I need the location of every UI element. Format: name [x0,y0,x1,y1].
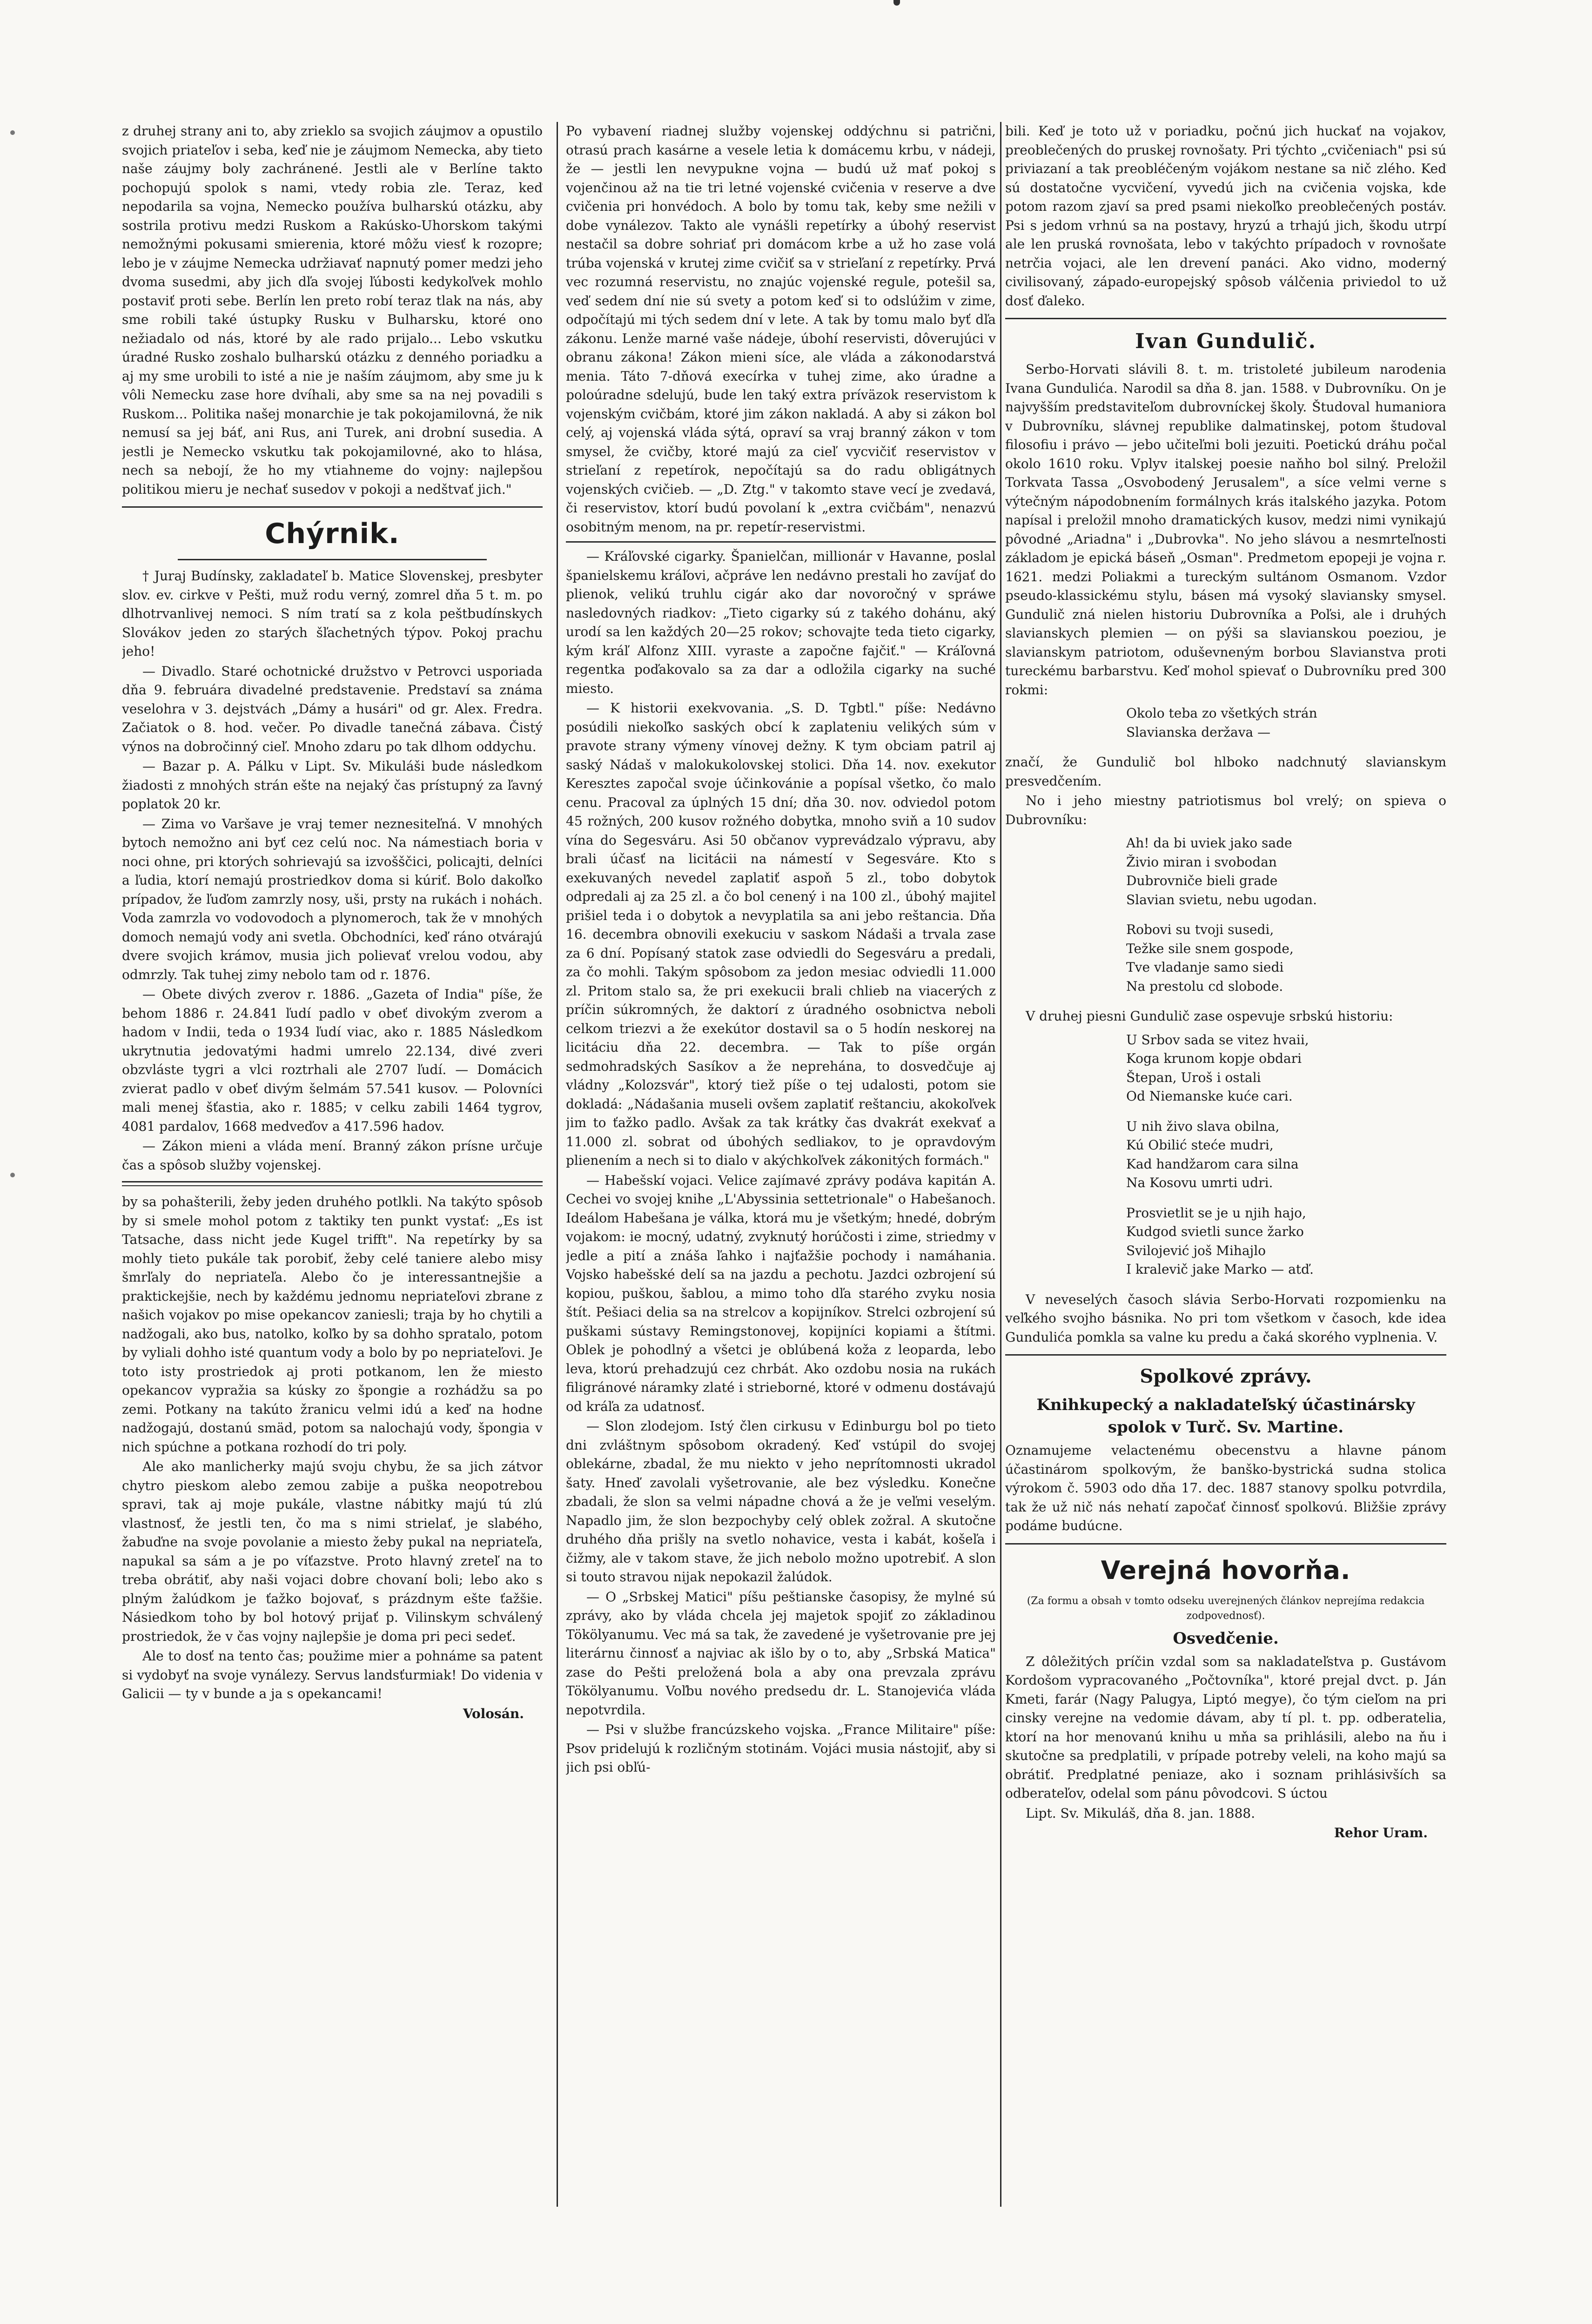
poem-line: Štepan, Uroš i ostali [1126,1069,1261,1085]
article-paragraph: No i jeho miestny patriotismus bol vrelý; on spieva o Dubrovníku: [1005,793,1446,827]
osvedcenie-title: Osvedčenie. [1173,1629,1279,1648]
edge-mark [10,1173,15,1177]
poem-line: Živio miran i svobodan [1126,854,1277,870]
poem-line: U Srbov sada se vitez hvaii, [1126,1032,1309,1048]
section-title-chyrnik: Chýrnik. [265,517,400,550]
poem-stanza [1126,920,1446,996]
news-item: — Obete divých zverov r. 1886. „Gazeta of India" píše, že behom 1886 r. 24.841 ľudí padlo v obeť divokým zverom a hadom v Indii, teda o 1934 ľudí viac, ako r. 1885 Následkom ukrytnutia jedovatými hadmi umrelo 22.134, divé zveri obzvláste tygri a vlci roztrhali ale 2707 ľudí. — Domácich zvierat padlo v obeť divým šelmám 57.541 kusov. — Polovníci mali menej šťastia, ako r. 1885; v celku zabili 1464 tygrov, 4081 pardalov, 1668 medveďov a 417.596 hadov. [122,987,543,1134]
news-item: — K historii exekvovania. „S. D. Tgbtl." píše: Nedávno posúdili niekoľko saských obcí k zaplateniu velikých súm v pravote strany výmeny vínovej dežny. K tym obciam patril aj saský Nádaš v malokukolovskej stolici. Dňa 14. nov. exekutor Keresztes započal svoje účinkovánie a popísal všetko, čo malo cenu. Pracoval za úplných 15 dní; dňa 30. nov. odviedol potom 45 rožných, 200 kusov rožného dobytka, mnoho sviň a 10 sudov vína do Segesváru. Asi 50 občanov vyprevádzalo výpravu, aby brali účasť na licitácii na námestí v Segesváre. Kto s exekuvaných nevedel zaplatiť aspoň 5 zl., tobo dobytok odpredali aj za 25 zl. a čo bol cenený i na 100 zl., úbohý majiteľ prišiel teda i o dobytok a nevyplatila sa ani jebo reštancia. Dňa 16. decembra obnovili exekuciu v saskom Nádaši a trvala zase za 6 dní. Popísaný statok zase odviedli do Segesváru a predali, za čo mohli. Takým spôsobom za jedon mesiac odviedli 11.000 zl. Pritom stalo sa, že pri exekucii brali chlieb na viacerých z príčin súkromných, že daktorí z úradného osobnictva neboli celkom triezvi a že exekútor dostavil sa o 5 hodín neskorej na licitáciu dňa 22. decembra. — Tak to píše orgán sedmohradských Sasíkov a že neprehána, to dosvedčuje aj vládny „Kolozsvár", ktorý tiež píše o tej udalosti, potom sie dokladá: „Nádašania museli ovšem zaplatiť reštanciu, akokoľvek jim to ťažko padlo. Avšak za tak krátky čas dvakrát exekvať a 11.000 zl. sobrat od úbohých sedliakov, to je opravdovým plienením a nech si to dialo v akýchkoľvek zákonitých formách." [566,700,996,1168]
feuilleton-paragraph: Ale ako manlicherky majú svoju chybu, že sa jich zátvor chytro pieskom alebo zemou zabije a puška neopotrebou spravi, tak aj moje pukále, vlastne nábitky majú tú zlú vlastnosť, že jestli ten, čo ma s nimi strielať, je slabého, žabuďne na svoje povolanie a miesto žeby pukal na nepriateľa, napukal sa sám a je po víťazstve. Proto hlavný zreteľ na to treba obrátiť, aby naši vojaci dobre chovaní boli; lebo ako s plným žalúdkom je ťažko bojovať, s prázdnym ešte ťažšie. Násiedkom toho by bol hotový prijať p. Vilinskym schválený prostriedok, že v čas vojny najlepšie je doma pri peci sedeť. [122,1459,543,1644]
news-item: — Zima vo Varšave je vraj temer neznesiteľná. V mnohých bytoch nemožno ani byť cez celú noc. Na námestiach boria v noci ohne, pri ktorých sohrievajú sa izvošščici, policajti, delníci a ľudia, ktorí nemajú prostriedkov doma si kúriť. Bolo dakoľko prípadov, že ľuďom zamrzly nosy, uši, prsty na rukách i nohách. Voda zamrzla vo vodovodoch a plynomeroch, tak že v mnohých domoch nemajú vody ani svetla. Obchodníci, keď ráno otvárajú dvere svojich krámov, musia jich polievať vrelou vodou, aby odmrzly. Tak tuhej zimy nebolo tam od r. 1876. [122,816,543,982]
column-rule [1000,122,1001,2207]
feuilleton-signature: Volosán. [463,1706,524,1721]
feuilleton-paragraph: by sa pohašterili, žeby jeden druhého potlkli. Na takýto spôsob by si smele mohol potom z taktiky ten punkt vystať: „Es ist Tatsache, dass nicht jede Kugel trifft". Na repetírky by sa mohly tieto pukále tak porobiť, žeby celé taniere alebo misy šmrľaly do nepriateľa. Alebo čo je interessantnejšie a praktickejšie, nech by každému jednomu nepriateľovi zbrane z našich vojakov po mise opekancov zaniesli; traja by ho chytili a nadžogali, ako bus, natolko, koľko by sa dohho spratalo, potom by vyliali dohho isté quantum vody a bolo by po nepriateľovi. Je toto isty prostriedok aj proti potkanom, len že miesto opekancov vypražia sa kúsky zo špongie a rozhádžu sa po zemi. Potkany na takúto žranicu velmi idú a keď na hodne nadžogajú, dostanú smäd, potom sa nalochajú vody, špongia v nich spúchne a potkana rozhodí do tri poly. [122,1194,543,1455]
left-edge-marks [10,112,18,2187]
osvedcenie-paragraph: Z dôležitých príčin vzdal som sa nakladateľstva p. Gustávom Kordošom vypracovaného „Počtovníka", ktoré prejal dvct. p. Ján Kmeti, farár (Nagy Palugya, Liptó megye), čo tým cieľom na pri cinsky verejne na vedomie dávam, aby tí pl. t. pp. odberatelia, ktorí na hor menovanú knihu u mňa sa prihlásili, alebo na ňu i skutočne sa predplatili, v prípade potreby veleli, na koho majú sa obrátiť. Predplatné peniaze, ako i soznam prihlásivších sa odberateľov, odelal som pánu pôvodcovi. S úctou [1005,1653,1446,1801]
column-2 [566,122,996,2179]
news-item: — Habešskí vojaci. Velice zajímavé zprávy podáva kapitán A. Cechei vo svojej knihe „L'Abyssinia settetrionale" o Habešanoch. Ideálom Habešana je válka, ktorá mu je všetkým; hnedé, dobrým vojakom: ie mocný, udatný, zvyknutý horúčosti i zime, striedmy v jedle a pití a znáša ľahko i najťažšie pochody i namáhania. Vojsko habešské delí sa na jazdu a pechotu. Jazdci ozbrojení sú kopiou, puškou, šablou, a mimo toho dľa starého zvyku nosia štít. Pešiaci delia sa na strelcov a kopijníkov. Strelci ozbrojení sú puškami sústavy Remingstonovej, kopijníci kopiami a štítmi. Oblek je pohodlný a všetci je oblúbená koža z leoparda, lebo leva, ktorú prehadzujú cez chrbát. Ako ozdobu nosia na rukách filigránové náramky zlaté i strieborné, ktoré v odmenu dostávajú od kráľa za udatnosť. [566,1172,996,1414]
section-title-spolkove: Spolkové zprávy. [1140,1365,1312,1387]
page-top-mark [893,0,900,6]
column-rule [557,122,558,2207]
news-item: — Bazar p. A. Pálku v Lipt. Sv. Mikuláši bude následkom žiadosti z mnohých strán ešte na nejaký čas prístupný za ľavný poplatok 20 kr. [122,759,543,812]
poem-line: Okolo teba zo všetkých strán [1126,705,1317,721]
poem-line: Dubrovniče bieli grade [1126,873,1278,888]
poem-line: U nih živo slava obilna, [1126,1118,1280,1134]
news-item: † Juraj Budínsky, zakladateľ b. Matice Slovenskej, presbyter slov. ev. cirkve v Pešti, muž rodu verný, zomrel dňa 5 t. m. po dlhotrvanlivej nemoci. S ním tratí sa z kola peštbudínskych Slovákov jeden zo starých šľachetných týpov. Pokoj prachu jeho! [122,568,543,659]
column-1 [122,122,543,2170]
article-paragraph: značí, že Gundulič bol hlboko nadchnutý slavianskym presvedčením. [1005,754,1446,789]
article-paragraph: Serbo-Horvati slávili 8. t. m. tristoleté jubileum narodenia Ivana Gundulića. Narodil sa dňa 8. jan. 1588. v Dubrovníku. On je najvyšším predstaviteľom dubrovníckej školy. Študoval humaniora v Dubrovníku, slávnej republike dalmatinskej, potom študoval filosofiu i právo — jebo učiteľmi boli jezuiti. Poetickú dráhu počal okolo 1610 roku. Vplyv italskej poesie naňho bol silný. Preložil Torkvata Tassa „Osvobodený Jerusalem", a síce velmi verne s výtečným nápodobnením formálnych krás italského jazyka. Potom napísal i preložil mnoho dramatických kusov, medzi nimi vynikajú pôvodné „Ariadna" i „Dubrovka". No jeho slávou a nesmrteľnosti základom je epická báseň „Osman". Predmetom epopeji je vojna r. 1621. medzi Poliakmi a tureckým sultánom Osmanom. Vzdor pseudo-klassickému stylu, básen má vysoký slaviansky smysel. Gundulič zná nielen historiu Dubrovníka a Poľsi, ale i druhých slavianskych plemien — on pýši sa slavianskou poeziou, je slavianskym patriotom, oduševneným borbou Slavianstva proti tureckému barbarstvu. Keď mohol spievať o Dubrovníku pred 300 rokmi: [1005,362,1446,698]
article-paragraph: V neveselých časoch slávia Serbo-Horvati rozpomienku na veľkého svojho básnika. No pri tom všetkom v časoch, kde idea Gundulića pomkla sa valne ku predu a čaká skorého vyplnenia. V. [1005,1291,1446,1345]
osvedcenie-signature: Rehor Uram. [1334,1825,1428,1840]
spolkove-paragraph: Oznamujeme velactenému obecenstvu a hlavne pánom účastinárom spolkovým, že banško-bystrická sudna stolica výrokom č. 5903 odo dňa 17. dec. 1887 stanovy spolku potvrdila, tak že už nič nás nehatí započať činnosť spolkovú. Bližšie zprávy podáme budúcne. [1005,1443,1446,1533]
feuilleton-divider [122,1181,543,1186]
osvedcenie-place-date: Lipt. Sv. Mikuláš, dňa 8. jan. 1888. [1026,1805,1255,1821]
item-divider [566,541,996,543]
poem-line: Ah! da bi uviek jako sade [1126,835,1292,851]
poem-line: Slavianska deržava — [1126,724,1270,740]
feuilleton-paragraph: Ale to dosť na tento čas; použime mier a pohnáme sa patent si vydobyť na svoje vynálezy. Servus landsťurmiak! Do videnia v Galicii — ty v bunde a ja s opekancami! [122,1648,543,1701]
poem-line: Kad handžarom cara silna [1126,1156,1299,1172]
poem-line: Na Kosovu umrti udri. [1126,1175,1273,1190]
spolkove-subtitle: Knihkupecký a nakladateľský účastinársky spolok v Turč. Sv. Martine. [1036,1396,1415,1437]
poem-line: Prosvietlit se je u njih hajo, [1126,1205,1306,1221]
title-underline [178,559,487,560]
poem-quote [1126,1031,1446,1279]
poem-quote [1126,704,1446,742]
news-item: — Divadlo. Staré ochotnické družstvo v Petrovci usporiada dňa 9. februára divadelné predstavenie. Predstaví sa známa veselohra v 3. dejstvách „Dámy a husári" od gr. Alex. Fredra. Začiatok o 8. hod. večer. Po divadle tanečná zábava. Čistý výnos na dobročinný cieľ. Mnoho zdaru po tak dlhom oddychu. [122,663,543,754]
section-divider [1005,318,1446,319]
poem-stanza [1126,1204,1446,1279]
poem-stanza [1126,834,1446,909]
section-divider [122,506,543,508]
news-item: — O „Srbskej Matici" píšu peštianske časopisy, že mylné sú zprávy, ako by vláda chcela jej majetok spojiť zo základinou Tökölyanumu. Vec má sa tak, že zavedené je vyšetrovanie pre jej literárnu činnosť a najviac ak išlo by o to, aby „Srbská Matica" zase do Pešti preložená bola a aby ona prevzala zprávu Tökölyanumu. Voľbu nového predsedu dr. L. Stanojevića vláda nepotvrdila. [566,1589,996,1718]
article-title-gundulic: Ivan Gundulič. [1135,329,1317,353]
news-item: — Kráľovské cigarky. Španielčan, millionár v Havanne, poslal španielskemu kráľovi, ačpráve len nedávno prestali ho zavíjať do plienok, velikú truhlu cigár ako dar novoročný v spráwe nasledovných riadkov: „Tieto cigarky sú z takého dohánu, aký urodí sa len každých 20—25 rokov; schovajte teda tieto cigarky, kým kráľ Alfonz XIII. vyraste a započne fajčiť." — Kráľovná regentka poďakovalo sa za dar a odložila cigarky na suché miesto. [566,549,996,696]
news-item: — Zákon mieni a vláda mení. Branný zákon prísne určuje čas a spôsob služby vojenskej. [122,1138,543,1173]
poem-quote [1126,834,1446,996]
news-item: — Slon zlodejom. Istý člen cirkusu v Edinburgu bol po tieto dni zvláštnym spôsobom okradený. Keď vstúpil do svojej oblekárne, zbadal, že mu niekto v jeho neprítomnosti ukradol šaty. Hneď zavolali vyšetrovanie, ale bez výsledku. Konečne zbadali, že slon sa velmi nápadne chová a že je veľmi veselým. Napadlo jim, že slon bezpochyby celý oblek zožral. A skutočne druhého dňa prišly na svetlo nohavice, vesta i kabát, košeľa i čižmy, ale v takom stave, že jich nebolo možno upotrebiť. A slon si touto stravou nijak nepokazil žalúdok. [566,1418,996,1585]
poem-line: Robovi su tvoji susedi, [1126,922,1274,937]
poem-line: Tve vladanje samo siedi [1126,960,1284,975]
poem-line: Svilojević još Mihajlo [1126,1243,1266,1258]
section-divider [1005,1543,1446,1545]
news-item: Po vybavení riadnej služby vojenskej oddýchnu si patrični, otrasú prach kasárne a vesele letia k domácemu krbu, v nádeji, že — jestli len nevypukne vojna — budú už mať pokoj s vojenčinou až na tie tri letné vojenské cvičenia v reserve a dve cvičenia pri honvédoch. A bolo by tomu tak, keby sme nežili v dobe vynálezov. Takto ale vynášli repetírky a úbohý reservist nestačil sa dobre sohriať pri domácom krbe a už ho zase volá trúba vojenská v krutej zime cvičiť sa v strieľaní z repetírky. Prvá vec rozumná reservistu, no znajúc vojenské regule, potešil sa, veď sedem dní nie sú svety a potom keď si to odslúžim v zime, odpočítajú mi tých sedem dní v lete. A tak by tomu malo byť dľa zákonu. Lenže marné vaše nádeje, úbohí reservisti, dôverujúci v obranu zákona! Zákon mieni síce, ale vláda a zákonodarstvá menia. Táto 7-dňová execírka v tuhej zime, ako úradne a poloúradne sdelujú, bude len taký extra príväzok reservistom k vojenským cvičbám, ktoré jim zákon nakladá. A aby si zákon bol celý, aj vojenská vláda sýtá, opraví sa vraj branný zákon v tom smysel, že cvičby, ktoré majú za cieľ vycvičiť reservistov v strieľaní z repetírok, nepočítajú sa do radu obligátnych vojenských cvičieb. — „D. Ztg." v takomto stave vecí je zvedavá, či reservistov, ktorí budú povolaní k „extra cvičbám", nenazvú osobitným menom, na pr. repetír-reservistmi. [566,123,996,535]
edge-mark [10,130,15,135]
article-paragraph: z druhej strany ani to, aby zrieklo sa svojich záujmov a opustilo svojich priateľov i seba, keď nie je záujmom Nemecka, aby tieto naše záujmy boly zachránené. Jestli ale v Berlíne takto pochopujú spolok s nami, vtedy robia zle. Teraz, keď nepodarila sa vojna, Nemecko používa bulharskú otázku, aby sostrila protivu medzi Ruskom a Rakúsko-Uhorskom takými nemožnými pokusami smierenia, ktoré môžu viesť k rozopre; lebo je v záujme Nemecka udržiavať napnutý pomer medzi jeho dvoma susedmi, aby jich dľa svojej ľúbosti kedykoľvek mohlo postaviť proti sebe. Berlín len preto robí teraz tlak na nás, aby sme robili také ústupky Rusku v Bulharsku, ktoré ono nežiadalo od nás, ktoré by ale rado prijalo... Lebo vskutku úradné Rusko zoshalo bulharskú otázku z denného poriadku a aj my sme urobili to isté a nie je naším záujmom, aby sme ju k vôli Nemecku zase hore dvíhali, aby sme sa na nej povadili s Ruskom... Politika našej monarchie je tak pokojamilovná, že nik nemusí sa jej báť, ani Rus, ani Turek, ani drobní susedia. A jestli je Nemecko vskutku tak pokojamilovné, ako to hlása, nech sa nebojí, že ho my vtiahneme do vojny: najlepšou politikou mieru je nechať susedov v pokoji a nedštvať jich." [122,123,543,497]
poem-stanza [1126,1031,1446,1106]
news-item: — Psi v službe francúzskeho vojska. „France Militaire" píše: Psov pridelujú k rozličným stotinám. Vojáci musia nástojiť, aby si jich psi obľú- [566,1722,996,1775]
article-paragraph: V druhej piesni Gundulič zase ospevuje srbskú historiu: [1026,1008,1393,1024]
news-item: bili. Keď je toto už v poriadku, počnú jich huckať na vojakov, preoblečených do pruskej rovnošaty. Pri týchto „cvičeniach" psi sú priviazaní a tak preobléčeným vojákom nestane sa nič zlého. Keď sú dostatočne vycvičení, vyvedú jich na cvičenia vojska, kde potom razom zjaví sa pred psami niekoľko preoblečených postáv. Psi s jedom vrhnú sa na postavy, hryzú a trhajú jich, škodu utrpí ale len pruská rovnošata, lebo v takýchto prípadoch v rovnošate netrčia vojaci, ale len drevení panáci. Ako vidno, moderný civilisovaný, západo-europejský spôsob válčenia priviedol to už dosť ďaleko. [1005,123,1446,309]
poem-line: Koga krunom kopje obdari [1126,1051,1302,1066]
column-3 [1005,122,1446,2179]
poem-stanza [1126,704,1446,742]
section-title-hovorna: Verejná hovorňa. [1101,1555,1351,1585]
poem-line: Slavian svietu, nebu ugodan. [1126,892,1317,907]
poem-line: Kú Obilić steće mudri, [1126,1137,1274,1153]
poem-line: Na prestolu cd slobode. [1126,978,1283,994]
poem-line: Kudgod svietli sunce žarko [1126,1224,1304,1239]
editorial-disclaimer: (Za formu a obsah v tomto odseku uverejnených článkov neprejíma redakcia zodpovednosť). [1027,1595,1425,1622]
poem-line: Od Niemanske kuće cari. [1126,1088,1293,1104]
poem-line: Težke sile snem gospode, [1126,940,1294,956]
section-divider [1005,1354,1446,1356]
poem-line: I kralevič jake Marko — atď. [1126,1262,1314,1277]
poem-stanza [1126,1117,1446,1193]
